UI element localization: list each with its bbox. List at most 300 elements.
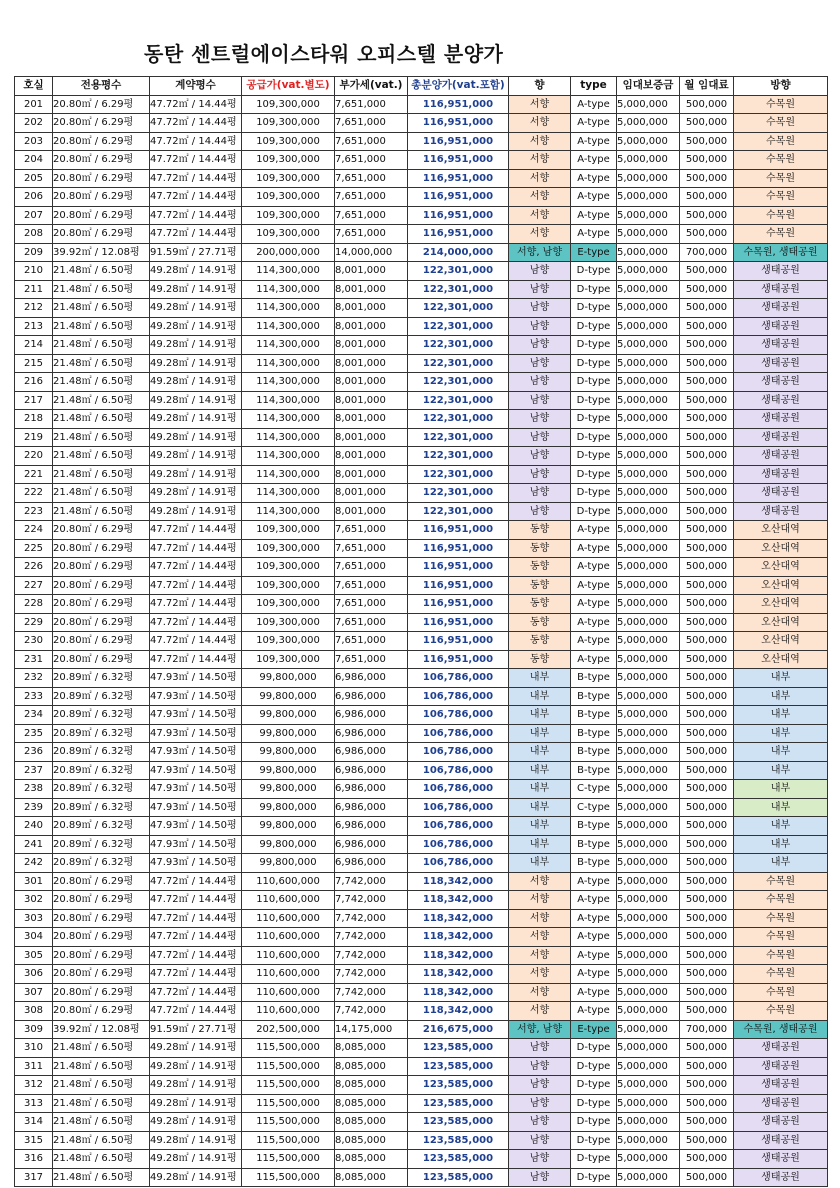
deposit-cell: 5,000,000 (617, 336, 680, 355)
total-price-cell: 122,301,000 (408, 336, 509, 355)
exclusive-area-cell: 21.48㎡ / 6.50평 (53, 280, 150, 299)
total-price-cell: 116,951,000 (408, 521, 509, 540)
facing-cell: 서향, 남향 (509, 243, 571, 262)
facing-cell: 동향 (509, 632, 571, 651)
type-cell: B-type (571, 835, 617, 854)
type-cell: A-type (571, 169, 617, 188)
contract-area-cell: 47.72㎡ / 14.44평 (150, 95, 242, 114)
room-cell: 201 (15, 95, 53, 114)
monthly-rent-cell: 500,000 (680, 576, 734, 595)
supply-price-cell: 115,500,000 (242, 1039, 335, 1058)
deposit-cell: 5,000,000 (617, 891, 680, 910)
supply-price-cell: 110,600,000 (242, 1002, 335, 1021)
type-cell: B-type (571, 817, 617, 836)
facing-cell: 동향 (509, 613, 571, 632)
vat-cell: 6,986,000 (335, 724, 408, 743)
deposit-cell: 5,000,000 (617, 484, 680, 503)
facing-cell: 내부 (509, 798, 571, 817)
view-cell: 생태공원 (734, 465, 828, 484)
contract-area-cell: 49.28㎡ / 14.91평 (150, 1094, 242, 1113)
monthly-rent-cell: 500,000 (680, 817, 734, 836)
total-price-cell: 116,951,000 (408, 188, 509, 207)
facing-cell: 동향 (509, 650, 571, 669)
facing-cell: 남향 (509, 1113, 571, 1132)
facing-cell: 남향 (509, 465, 571, 484)
deposit-cell: 5,000,000 (617, 835, 680, 854)
contract-area-cell: 49.28㎡ / 14.91평 (150, 262, 242, 281)
view-cell: 생태공원 (734, 1150, 828, 1169)
view-cell: 수목원, 생태공원 (734, 243, 828, 262)
facing-cell: 서향 (509, 891, 571, 910)
vat-cell: 7,651,000 (335, 558, 408, 577)
supply-price-cell: 110,600,000 (242, 909, 335, 928)
contract-area-cell: 49.28㎡ / 14.91평 (150, 447, 242, 466)
exclusive-area-cell: 20.80㎡ / 6.29평 (53, 1002, 150, 1021)
facing-cell: 남향 (509, 410, 571, 429)
deposit-cell: 5,000,000 (617, 410, 680, 429)
exclusive-area-cell: 20.80㎡ / 6.29평 (53, 95, 150, 114)
contract-area-cell: 47.93㎡ / 14.50평 (150, 669, 242, 688)
contract-area-cell: 91.59㎡ / 27.71평 (150, 243, 242, 262)
total-price-cell: 118,342,000 (408, 965, 509, 984)
room-cell: 310 (15, 1039, 53, 1058)
monthly-rent-cell: 500,000 (680, 687, 734, 706)
exclusive-area-cell: 21.48㎡ / 6.50평 (53, 336, 150, 355)
vat-cell: 8,085,000 (335, 1039, 408, 1058)
monthly-rent-cell: 500,000 (680, 428, 734, 447)
price-table (14, 76, 828, 1187)
view-cell: 생태공원 (734, 1113, 828, 1132)
contract-area-cell: 49.28㎡ / 14.91평 (150, 1039, 242, 1058)
header-facing: 향 (509, 77, 571, 96)
contract-area-cell: 49.28㎡ / 14.91평 (150, 317, 242, 336)
exclusive-area-cell: 20.80㎡ / 6.29평 (53, 132, 150, 151)
deposit-cell: 5,000,000 (617, 909, 680, 928)
supply-price-cell: 99,800,000 (242, 761, 335, 780)
total-price-cell: 118,342,000 (408, 946, 509, 965)
total-price-cell: 116,951,000 (408, 539, 509, 558)
exclusive-area-cell: 20.89㎡ / 6.32평 (53, 669, 150, 688)
deposit-cell: 5,000,000 (617, 465, 680, 484)
facing-cell: 내부 (509, 854, 571, 873)
type-cell: D-type (571, 336, 617, 355)
supply-price-cell: 115,500,000 (242, 1113, 335, 1132)
type-cell: D-type (571, 1168, 617, 1187)
total-price-cell: 122,301,000 (408, 299, 509, 318)
type-cell: C-type (571, 780, 617, 799)
type-cell: A-type (571, 891, 617, 910)
monthly-rent-cell: 500,000 (680, 1150, 734, 1169)
deposit-cell: 5,000,000 (617, 1094, 680, 1113)
contract-area-cell: 49.28㎡ / 14.91평 (150, 465, 242, 484)
deposit-cell: 5,000,000 (617, 373, 680, 392)
vat-cell: 7,742,000 (335, 965, 408, 984)
contract-area-cell: 47.72㎡ / 14.44평 (150, 114, 242, 133)
monthly-rent-cell: 500,000 (680, 872, 734, 891)
view-cell: 오산대역 (734, 576, 828, 595)
room-cell: 235 (15, 724, 53, 743)
supply-price-cell: 115,500,000 (242, 1094, 335, 1113)
header-monthly-rent: 월 임대료 (680, 77, 734, 96)
view-cell: 생태공원 (734, 1039, 828, 1058)
facing-cell: 내부 (509, 743, 571, 762)
type-cell: A-type (571, 965, 617, 984)
facing-cell: 서향 (509, 225, 571, 244)
contract-area-cell: 47.72㎡ / 14.44평 (150, 151, 242, 170)
deposit-cell: 5,000,000 (617, 854, 680, 873)
facing-cell: 서향 (509, 206, 571, 225)
deposit-cell: 5,000,000 (617, 502, 680, 521)
exclusive-area-cell: 21.48㎡ / 6.50평 (53, 354, 150, 373)
deposit-cell: 5,000,000 (617, 1002, 680, 1021)
supply-price-cell: 114,300,000 (242, 465, 335, 484)
monthly-rent-cell: 500,000 (680, 336, 734, 355)
room-cell: 213 (15, 317, 53, 336)
vat-cell: 6,986,000 (335, 817, 408, 836)
exclusive-area-cell: 20.80㎡ / 6.29평 (53, 983, 150, 1002)
view-cell: 수목원 (734, 946, 828, 965)
deposit-cell: 5,000,000 (617, 317, 680, 336)
vat-cell: 6,986,000 (335, 743, 408, 762)
table-row (15, 780, 828, 799)
view-cell: 오산대역 (734, 521, 828, 540)
contract-area-cell: 47.72㎡ / 14.44평 (150, 132, 242, 151)
deposit-cell: 5,000,000 (617, 558, 680, 577)
vat-cell: 7,651,000 (335, 632, 408, 651)
table-row (15, 484, 828, 503)
exclusive-area-cell: 21.48㎡ / 6.50평 (53, 262, 150, 281)
table-row (15, 1150, 828, 1169)
vat-cell: 6,986,000 (335, 854, 408, 873)
table-row (15, 1131, 828, 1150)
view-cell: 생태공원 (734, 410, 828, 429)
supply-price-cell: 99,800,000 (242, 743, 335, 762)
room-cell: 312 (15, 1076, 53, 1095)
total-price-cell: 116,951,000 (408, 632, 509, 651)
facing-cell: 서향 (509, 188, 571, 207)
table-row (15, 502, 828, 521)
total-price-cell: 118,342,000 (408, 1002, 509, 1021)
monthly-rent-cell: 500,000 (680, 262, 734, 281)
type-cell: A-type (571, 188, 617, 207)
exclusive-area-cell: 20.80㎡ / 6.29평 (53, 114, 150, 133)
view-cell: 생태공원 (734, 1076, 828, 1095)
view-cell: 수목원 (734, 132, 828, 151)
view-cell: 수목원 (734, 225, 828, 244)
contract-area-cell: 47.72㎡ / 14.44평 (150, 613, 242, 632)
exclusive-area-cell: 20.89㎡ / 6.32평 (53, 687, 150, 706)
deposit-cell: 5,000,000 (617, 650, 680, 669)
view-cell: 오산대역 (734, 595, 828, 614)
view-cell: 내부 (734, 669, 828, 688)
room-cell: 301 (15, 872, 53, 891)
vat-cell: 8,085,000 (335, 1057, 408, 1076)
facing-cell: 남향 (509, 1039, 571, 1058)
view-cell: 생태공원 (734, 1094, 828, 1113)
room-cell: 230 (15, 632, 53, 651)
monthly-rent-cell: 500,000 (680, 798, 734, 817)
type-cell: A-type (571, 983, 617, 1002)
table-row (15, 872, 828, 891)
type-cell: D-type (571, 354, 617, 373)
supply-price-cell: 114,300,000 (242, 428, 335, 447)
supply-price-cell: 109,300,000 (242, 206, 335, 225)
table-row (15, 724, 828, 743)
contract-area-cell: 47.72㎡ / 14.44평 (150, 539, 242, 558)
supply-price-cell: 110,600,000 (242, 891, 335, 910)
vat-cell: 6,986,000 (335, 669, 408, 688)
facing-cell: 남향 (509, 1094, 571, 1113)
facing-cell: 남향 (509, 354, 571, 373)
total-price-cell: 123,585,000 (408, 1076, 509, 1095)
facing-cell: 내부 (509, 780, 571, 799)
type-cell: A-type (571, 632, 617, 651)
facing-cell: 동향 (509, 595, 571, 614)
deposit-cell: 5,000,000 (617, 946, 680, 965)
monthly-rent-cell: 500,000 (680, 132, 734, 151)
type-cell: B-type (571, 761, 617, 780)
supply-price-cell: 109,300,000 (242, 132, 335, 151)
total-price-cell: 123,585,000 (408, 1057, 509, 1076)
room-cell: 309 (15, 1020, 53, 1039)
vat-cell: 8,001,000 (335, 410, 408, 429)
supply-price-cell: 114,300,000 (242, 336, 335, 355)
vat-cell: 7,742,000 (335, 909, 408, 928)
room-cell: 305 (15, 946, 53, 965)
room-cell: 224 (15, 521, 53, 540)
table-row (15, 1039, 828, 1058)
contract-area-cell: 47.72㎡ / 14.44평 (150, 1002, 242, 1021)
table-row (15, 632, 828, 651)
supply-price-cell: 110,600,000 (242, 983, 335, 1002)
view-cell: 내부 (734, 780, 828, 799)
contract-area-cell: 49.28㎡ / 14.91평 (150, 1131, 242, 1150)
supply-price-cell: 114,300,000 (242, 373, 335, 392)
monthly-rent-cell: 500,000 (680, 669, 734, 688)
vat-cell: 8,001,000 (335, 354, 408, 373)
monthly-rent-cell: 500,000 (680, 373, 734, 392)
total-price-cell: 118,342,000 (408, 872, 509, 891)
room-cell: 217 (15, 391, 53, 410)
facing-cell: 남향 (509, 447, 571, 466)
table-row (15, 743, 828, 762)
monthly-rent-cell: 500,000 (680, 151, 734, 170)
exclusive-area-cell: 21.48㎡ / 6.50평 (53, 1150, 150, 1169)
type-cell: A-type (571, 613, 617, 632)
total-price-cell: 118,342,000 (408, 928, 509, 947)
supply-price-cell: 202,500,000 (242, 1020, 335, 1039)
room-cell: 220 (15, 447, 53, 466)
deposit-cell: 5,000,000 (617, 1168, 680, 1187)
view-cell: 생태공원 (734, 317, 828, 336)
vat-cell: 6,986,000 (335, 706, 408, 725)
facing-cell: 동향 (509, 521, 571, 540)
vat-cell: 7,651,000 (335, 539, 408, 558)
deposit-cell: 5,000,000 (617, 965, 680, 984)
monthly-rent-cell: 500,000 (680, 299, 734, 318)
monthly-rent-cell: 500,000 (680, 706, 734, 725)
facing-cell: 남향 (509, 1057, 571, 1076)
room-cell: 234 (15, 706, 53, 725)
room-cell: 314 (15, 1113, 53, 1132)
monthly-rent-cell: 500,000 (680, 724, 734, 743)
type-cell: A-type (571, 132, 617, 151)
room-cell: 236 (15, 743, 53, 762)
view-cell: 내부 (734, 687, 828, 706)
monthly-rent-cell: 500,000 (680, 354, 734, 373)
total-price-cell: 116,951,000 (408, 595, 509, 614)
facing-cell: 내부 (509, 669, 571, 688)
monthly-rent-cell: 500,000 (680, 539, 734, 558)
monthly-rent-cell: 500,000 (680, 965, 734, 984)
exclusive-area-cell: 21.48㎡ / 6.50평 (53, 1057, 150, 1076)
view-cell: 수목원, 생태공원 (734, 1020, 828, 1039)
vat-cell: 8,001,000 (335, 428, 408, 447)
facing-cell: 동향 (509, 576, 571, 595)
vat-cell: 6,986,000 (335, 687, 408, 706)
vat-cell: 7,651,000 (335, 206, 408, 225)
total-price-cell: 106,786,000 (408, 798, 509, 817)
supply-price-cell: 114,300,000 (242, 317, 335, 336)
deposit-cell: 5,000,000 (617, 206, 680, 225)
type-cell: A-type (571, 558, 617, 577)
room-cell: 311 (15, 1057, 53, 1076)
supply-price-cell: 99,800,000 (242, 817, 335, 836)
view-cell: 내부 (734, 798, 828, 817)
table-row (15, 188, 828, 207)
table-row (15, 225, 828, 244)
exclusive-area-cell: 20.80㎡ / 6.29평 (53, 650, 150, 669)
deposit-cell: 5,000,000 (617, 243, 680, 262)
room-cell: 214 (15, 336, 53, 355)
room-cell: 227 (15, 576, 53, 595)
view-cell: 수목원 (734, 965, 828, 984)
view-cell: 생태공원 (734, 280, 828, 299)
vat-cell: 7,651,000 (335, 95, 408, 114)
facing-cell: 남향 (509, 336, 571, 355)
exclusive-area-cell: 20.80㎡ / 6.29평 (53, 521, 150, 540)
exclusive-area-cell: 20.80㎡ / 6.29평 (53, 576, 150, 595)
type-cell: D-type (571, 317, 617, 336)
total-price-cell: 123,585,000 (408, 1150, 509, 1169)
contract-area-cell: 47.72㎡ / 14.44평 (150, 558, 242, 577)
monthly-rent-cell: 500,000 (680, 632, 734, 651)
total-price-cell: 116,951,000 (408, 169, 509, 188)
vat-cell: 7,651,000 (335, 114, 408, 133)
type-cell: D-type (571, 299, 617, 318)
deposit-cell: 5,000,000 (617, 576, 680, 595)
room-cell: 203 (15, 132, 53, 151)
facing-cell: 남향 (509, 1076, 571, 1095)
supply-price-cell: 110,600,000 (242, 928, 335, 947)
monthly-rent-cell: 500,000 (680, 1113, 734, 1132)
type-cell: D-type (571, 447, 617, 466)
exclusive-area-cell: 20.80㎡ / 6.29평 (53, 872, 150, 891)
contract-area-cell: 49.28㎡ / 14.91평 (150, 484, 242, 503)
contract-area-cell: 47.93㎡ / 14.50평 (150, 687, 242, 706)
facing-cell: 내부 (509, 817, 571, 836)
table-row (15, 946, 828, 965)
view-cell: 내부 (734, 854, 828, 873)
monthly-rent-cell: 500,000 (680, 854, 734, 873)
monthly-rent-cell: 500,000 (680, 558, 734, 577)
type-cell: D-type (571, 1113, 617, 1132)
deposit-cell: 5,000,000 (617, 687, 680, 706)
contract-area-cell: 49.28㎡ / 14.91평 (150, 1168, 242, 1187)
table-row (15, 373, 828, 392)
facing-cell: 서향 (509, 1002, 571, 1021)
room-cell: 313 (15, 1094, 53, 1113)
exclusive-area-cell: 21.48㎡ / 6.50평 (53, 373, 150, 392)
type-cell: A-type (571, 909, 617, 928)
exclusive-area-cell: 20.89㎡ / 6.32평 (53, 724, 150, 743)
room-cell: 303 (15, 909, 53, 928)
supply-price-cell: 114,300,000 (242, 502, 335, 521)
view-cell: 생태공원 (734, 1168, 828, 1187)
total-price-cell: 123,585,000 (408, 1131, 509, 1150)
monthly-rent-cell: 500,000 (680, 225, 734, 244)
total-price-cell: 118,342,000 (408, 909, 509, 928)
supply-price-cell: 110,600,000 (242, 965, 335, 984)
monthly-rent-cell: 500,000 (680, 891, 734, 910)
header-total-price: 총분양가(vat.포함) (408, 77, 509, 96)
view-cell: 수목원 (734, 114, 828, 133)
supply-price-cell: 115,500,000 (242, 1168, 335, 1187)
contract-area-cell: 47.72㎡ / 14.44평 (150, 965, 242, 984)
type-cell: A-type (571, 521, 617, 540)
supply-price-cell: 99,800,000 (242, 854, 335, 873)
deposit-cell: 5,000,000 (617, 447, 680, 466)
supply-price-cell: 99,800,000 (242, 669, 335, 688)
supply-price-cell: 109,300,000 (242, 576, 335, 595)
supply-price-cell: 109,300,000 (242, 521, 335, 540)
total-price-cell: 116,951,000 (408, 114, 509, 133)
view-cell: 수목원 (734, 891, 828, 910)
exclusive-area-cell: 20.80㎡ / 6.29평 (53, 946, 150, 965)
room-cell: 218 (15, 410, 53, 429)
vat-cell: 7,651,000 (335, 188, 408, 207)
contract-area-cell: 49.28㎡ / 14.91평 (150, 299, 242, 318)
facing-cell: 동향 (509, 558, 571, 577)
view-cell: 생태공원 (734, 1131, 828, 1150)
vat-cell: 7,742,000 (335, 891, 408, 910)
total-price-cell: 122,301,000 (408, 410, 509, 429)
type-cell: A-type (571, 206, 617, 225)
deposit-cell: 5,000,000 (617, 299, 680, 318)
deposit-cell: 5,000,000 (617, 1150, 680, 1169)
contract-area-cell: 47.93㎡ / 14.50평 (150, 835, 242, 854)
exclusive-area-cell: 20.89㎡ / 6.32평 (53, 798, 150, 817)
facing-cell: 내부 (509, 761, 571, 780)
total-price-cell: 116,951,000 (408, 613, 509, 632)
room-cell: 307 (15, 983, 53, 1002)
vat-cell: 8,085,000 (335, 1094, 408, 1113)
vat-cell: 6,986,000 (335, 835, 408, 854)
table-row (15, 1168, 828, 1187)
facing-cell: 남향 (509, 428, 571, 447)
type-cell: D-type (571, 428, 617, 447)
total-price-cell: 106,786,000 (408, 761, 509, 780)
supply-price-cell: 109,300,000 (242, 539, 335, 558)
monthly-rent-cell: 500,000 (680, 317, 734, 336)
deposit-cell: 5,000,000 (617, 132, 680, 151)
total-price-cell: 116,951,000 (408, 206, 509, 225)
deposit-cell: 5,000,000 (617, 225, 680, 244)
exclusive-area-cell: 20.80㎡ / 6.29평 (53, 188, 150, 207)
exclusive-area-cell: 21.48㎡ / 6.50평 (53, 1094, 150, 1113)
view-cell: 수목원 (734, 206, 828, 225)
table-row (15, 706, 828, 725)
